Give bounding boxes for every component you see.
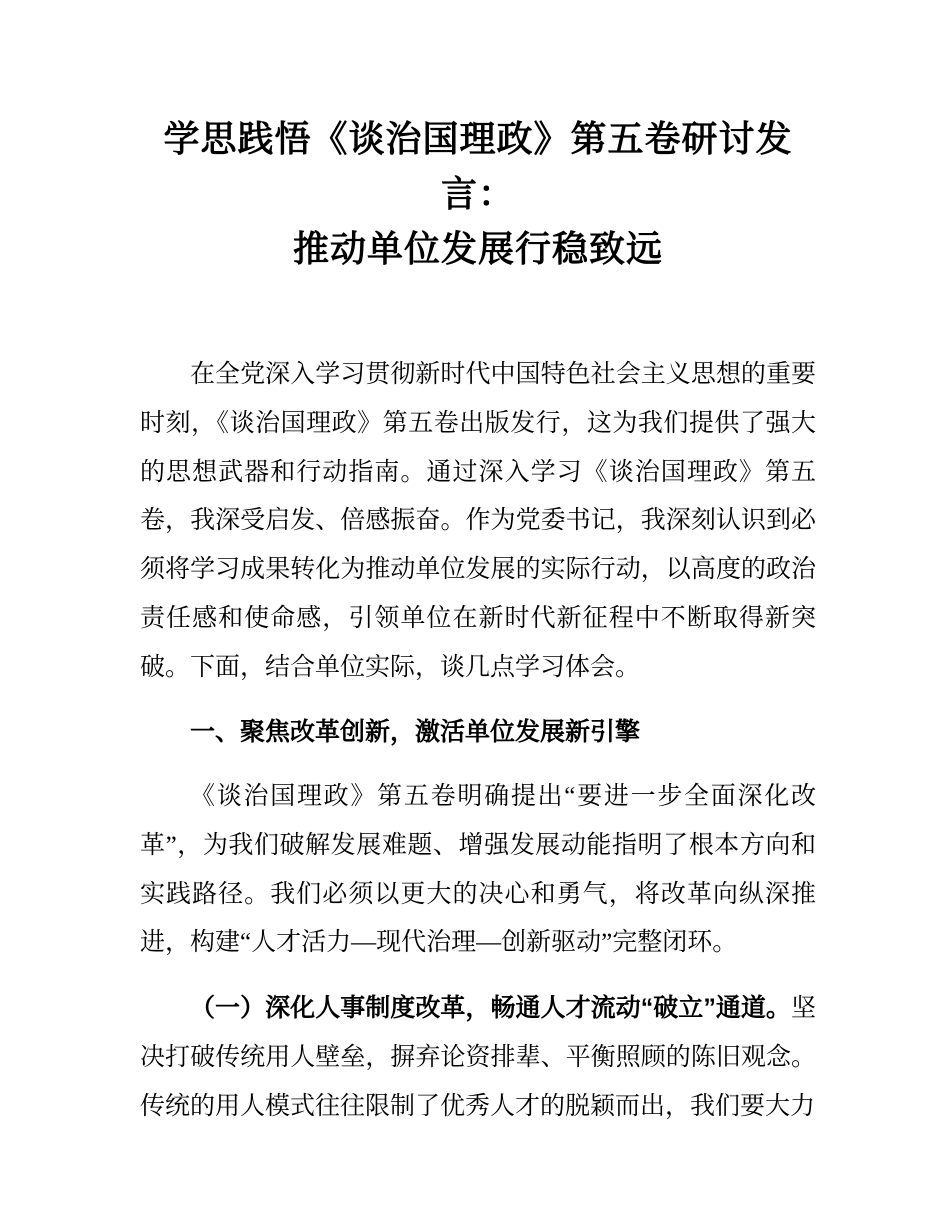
subsection-1-lead: （一）深化人事制度改革，畅通人才流动“破立”通道。 [190,994,791,1022]
subsection-1-paragraph [140,984,816,1131]
section-1-heading: 一、聚焦改革创新，激活单位发展新引擎 [190,718,641,747]
subsection-1-text: 坚决打破传统用人壁垒，摒弃论资排辈、平衡照顾的陈旧观念。传统的用人模式往往限制了优秀人才的脱颖而出，我们要大力 [140,995,816,1120]
section-1-paragraph: 《谈治国理政》第五卷明确提出“要进一步全面深化改革”，为我们破解发展难题、增强发展动能指明了根本方向和实践路径。我们必须以更大的决心和勇气，将改革向纵深推进，构建“人才活力—现代治理—创新驱动”完整闭环。 [140,783,816,957]
document-title-line-2: 推动单位发展行稳致远 [292,229,663,269]
intro-paragraph: 在全党深入学习贯彻新时代中国特色社会主义思想的重要时刻，《谈治国理政》第五卷出版发行，这为我们提供了强大的思想武器和行动指南。通过深入学习《谈治国理政》第五卷，我深受启发、倍感振奋。作为党委书记，我深刻认识到必须将学习成果转化为推动单位发展的实际行动，以高度的政治责任感和使命感，引领单位在新时代新征程中不断取得新突破。下面，结合单位实际，谈几点学习体会。 [140,361,816,681]
document-title [140,112,816,277]
document-title-line-1: 学思践悟《谈治国理政》第五卷研讨发言： [163,119,793,214]
